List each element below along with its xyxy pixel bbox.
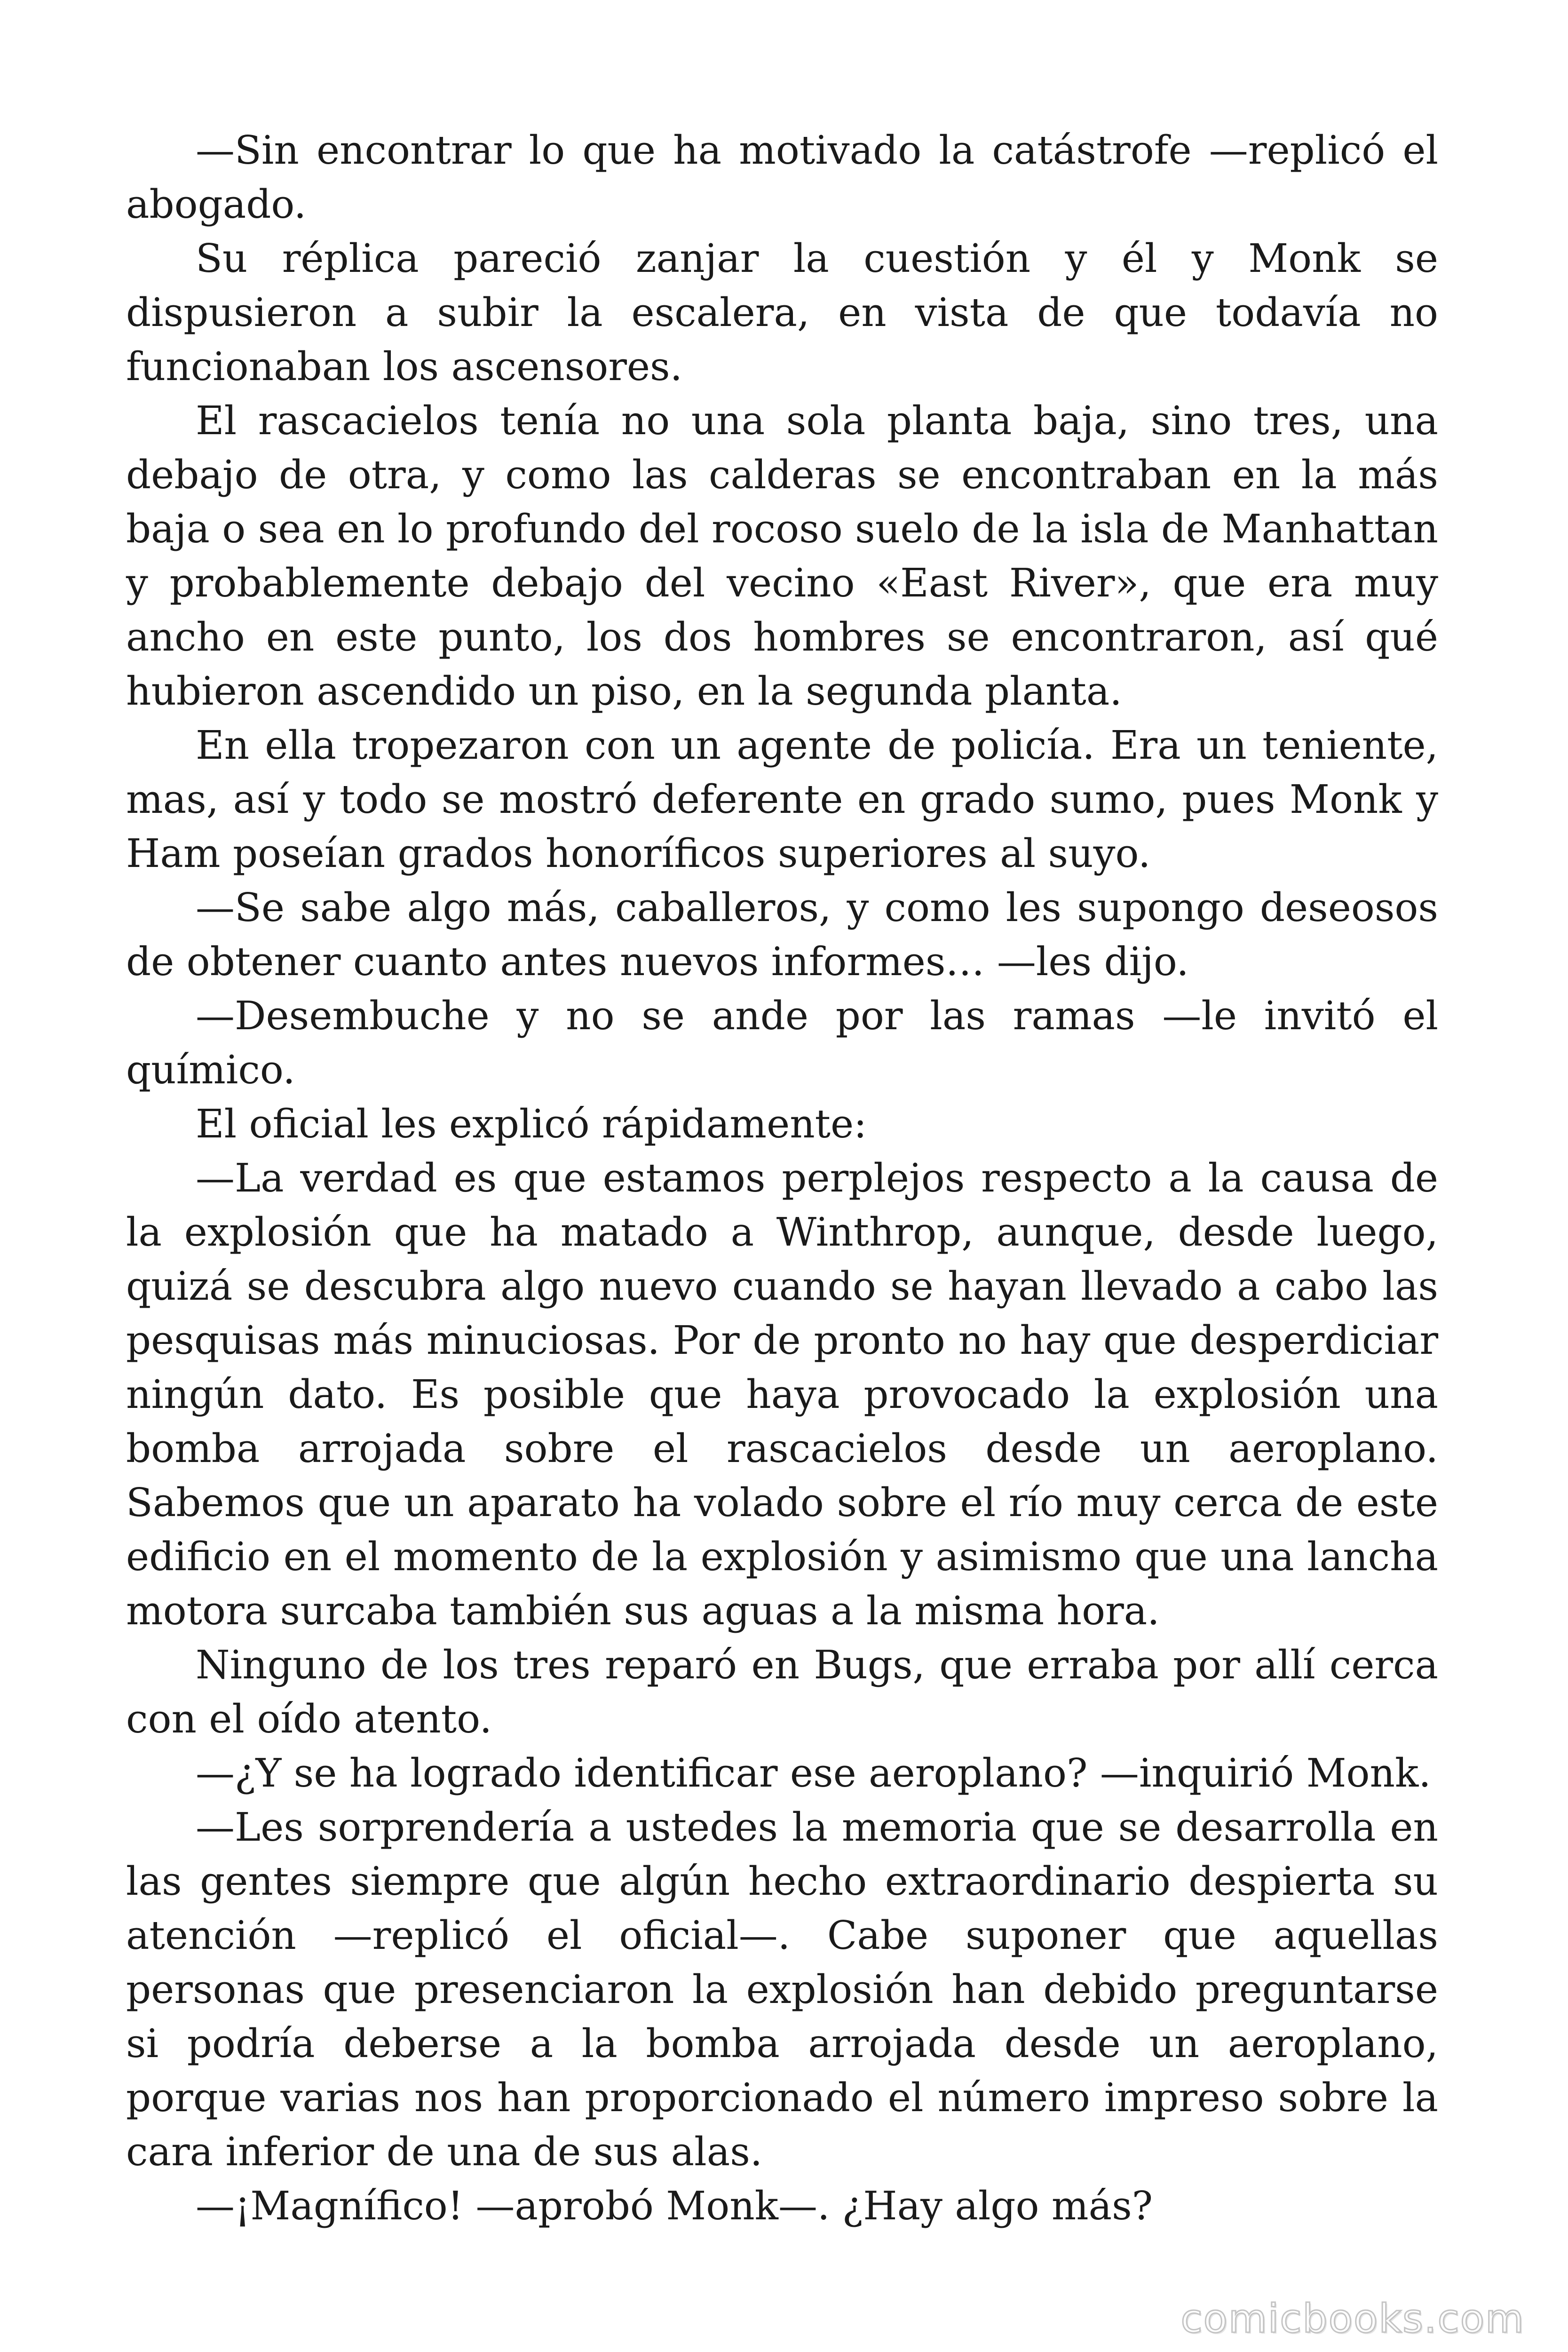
paragraph: —Desembuche y no se ande por las ramas —le invitó el químico.: [126, 993, 1438, 1093]
watermark: comicbooks.com: [1180, 2296, 1525, 2342]
paragraph: —Les sorprendería a ustedes la memoria que se desarrolla en las gentes siempre que algún hecho extraordinario despierta su atención —replicó el oficial—. Cabe suponer que aquellas personas que presenciaron la explosión han debido preguntarse si podría deberse a la bomba arrojada desde un aeroplano, porque varias nos han proporcionado el número impreso sobre la cara inferior de una de sus alas.: [126, 1804, 1438, 2175]
paragraph: El oficial les explicó rápidamente:: [196, 1101, 867, 1147]
paragraph: Su réplica pareció zanjar la cuestión y él y Monk se dispusieron a subir la escalera, en vista de que todavía no funcionaban los ascensores.: [126, 236, 1438, 389]
page-body: [126, 123, 1438, 2233]
paragraph: —La verdad es que estamos perplejos respecto a la causa de la explosión que ha matado a Winthrop, aunque, desde luego, quizá se descubra algo nuevo cuando se hayan llevado a cabo las pesquisas más minuciosas. Por de pronto no hay que desperdiciar ningún dato. Es posible que haya provocado la explosión una bomba arrojada sobre el rascacielos desde un aeroplano. Sabemos que un aparato ha volado sobre el río muy cerca de este edificio en el momento de la explosión y asimismo que una lancha motora surcaba también sus aguas a la misma hora.: [126, 1155, 1438, 1634]
paragraph: —Sin encontrar lo que ha motivado la catástrofe —replicó el abogado.: [126, 127, 1438, 227]
paragraph: El rascacielos tenía no una sola planta baja, sino tres, una debajo de otra, y como las calderas se encontraban en la más baja o sea en lo profundo del rocoso suelo de la isla de Manhattan y probablemente debajo del vecino «East River», que era muy ancho en este punto, los dos hombres se encontraron, así qué hubieron ascendido un piso, en la segunda planta.: [126, 398, 1438, 714]
paragraph: —¿Y se ha logrado identificar ese aeroplano? —inquirió Monk.: [196, 1750, 1431, 1796]
paragraph: —¡Magnífico! —aprobó Monk—. ¿Hay algo más?: [196, 2183, 1153, 2229]
paragraph: Ninguno de los tres reparó en Bugs, que erraba por allí cerca con el oído atento.: [126, 1642, 1438, 1742]
paragraph: —Se sabe algo más, caballeros, y como les supongo deseosos de obtener cuanto antes nuevos informes… —les dijo.: [126, 885, 1438, 985]
paragraph: En ella tropezaron con un agente de policía. Era un teniente, mas, así y todo se mostró deferente en grado sumo, pues Monk y Ham poseían grados honoríficos superiores al suyo.: [126, 723, 1438, 876]
